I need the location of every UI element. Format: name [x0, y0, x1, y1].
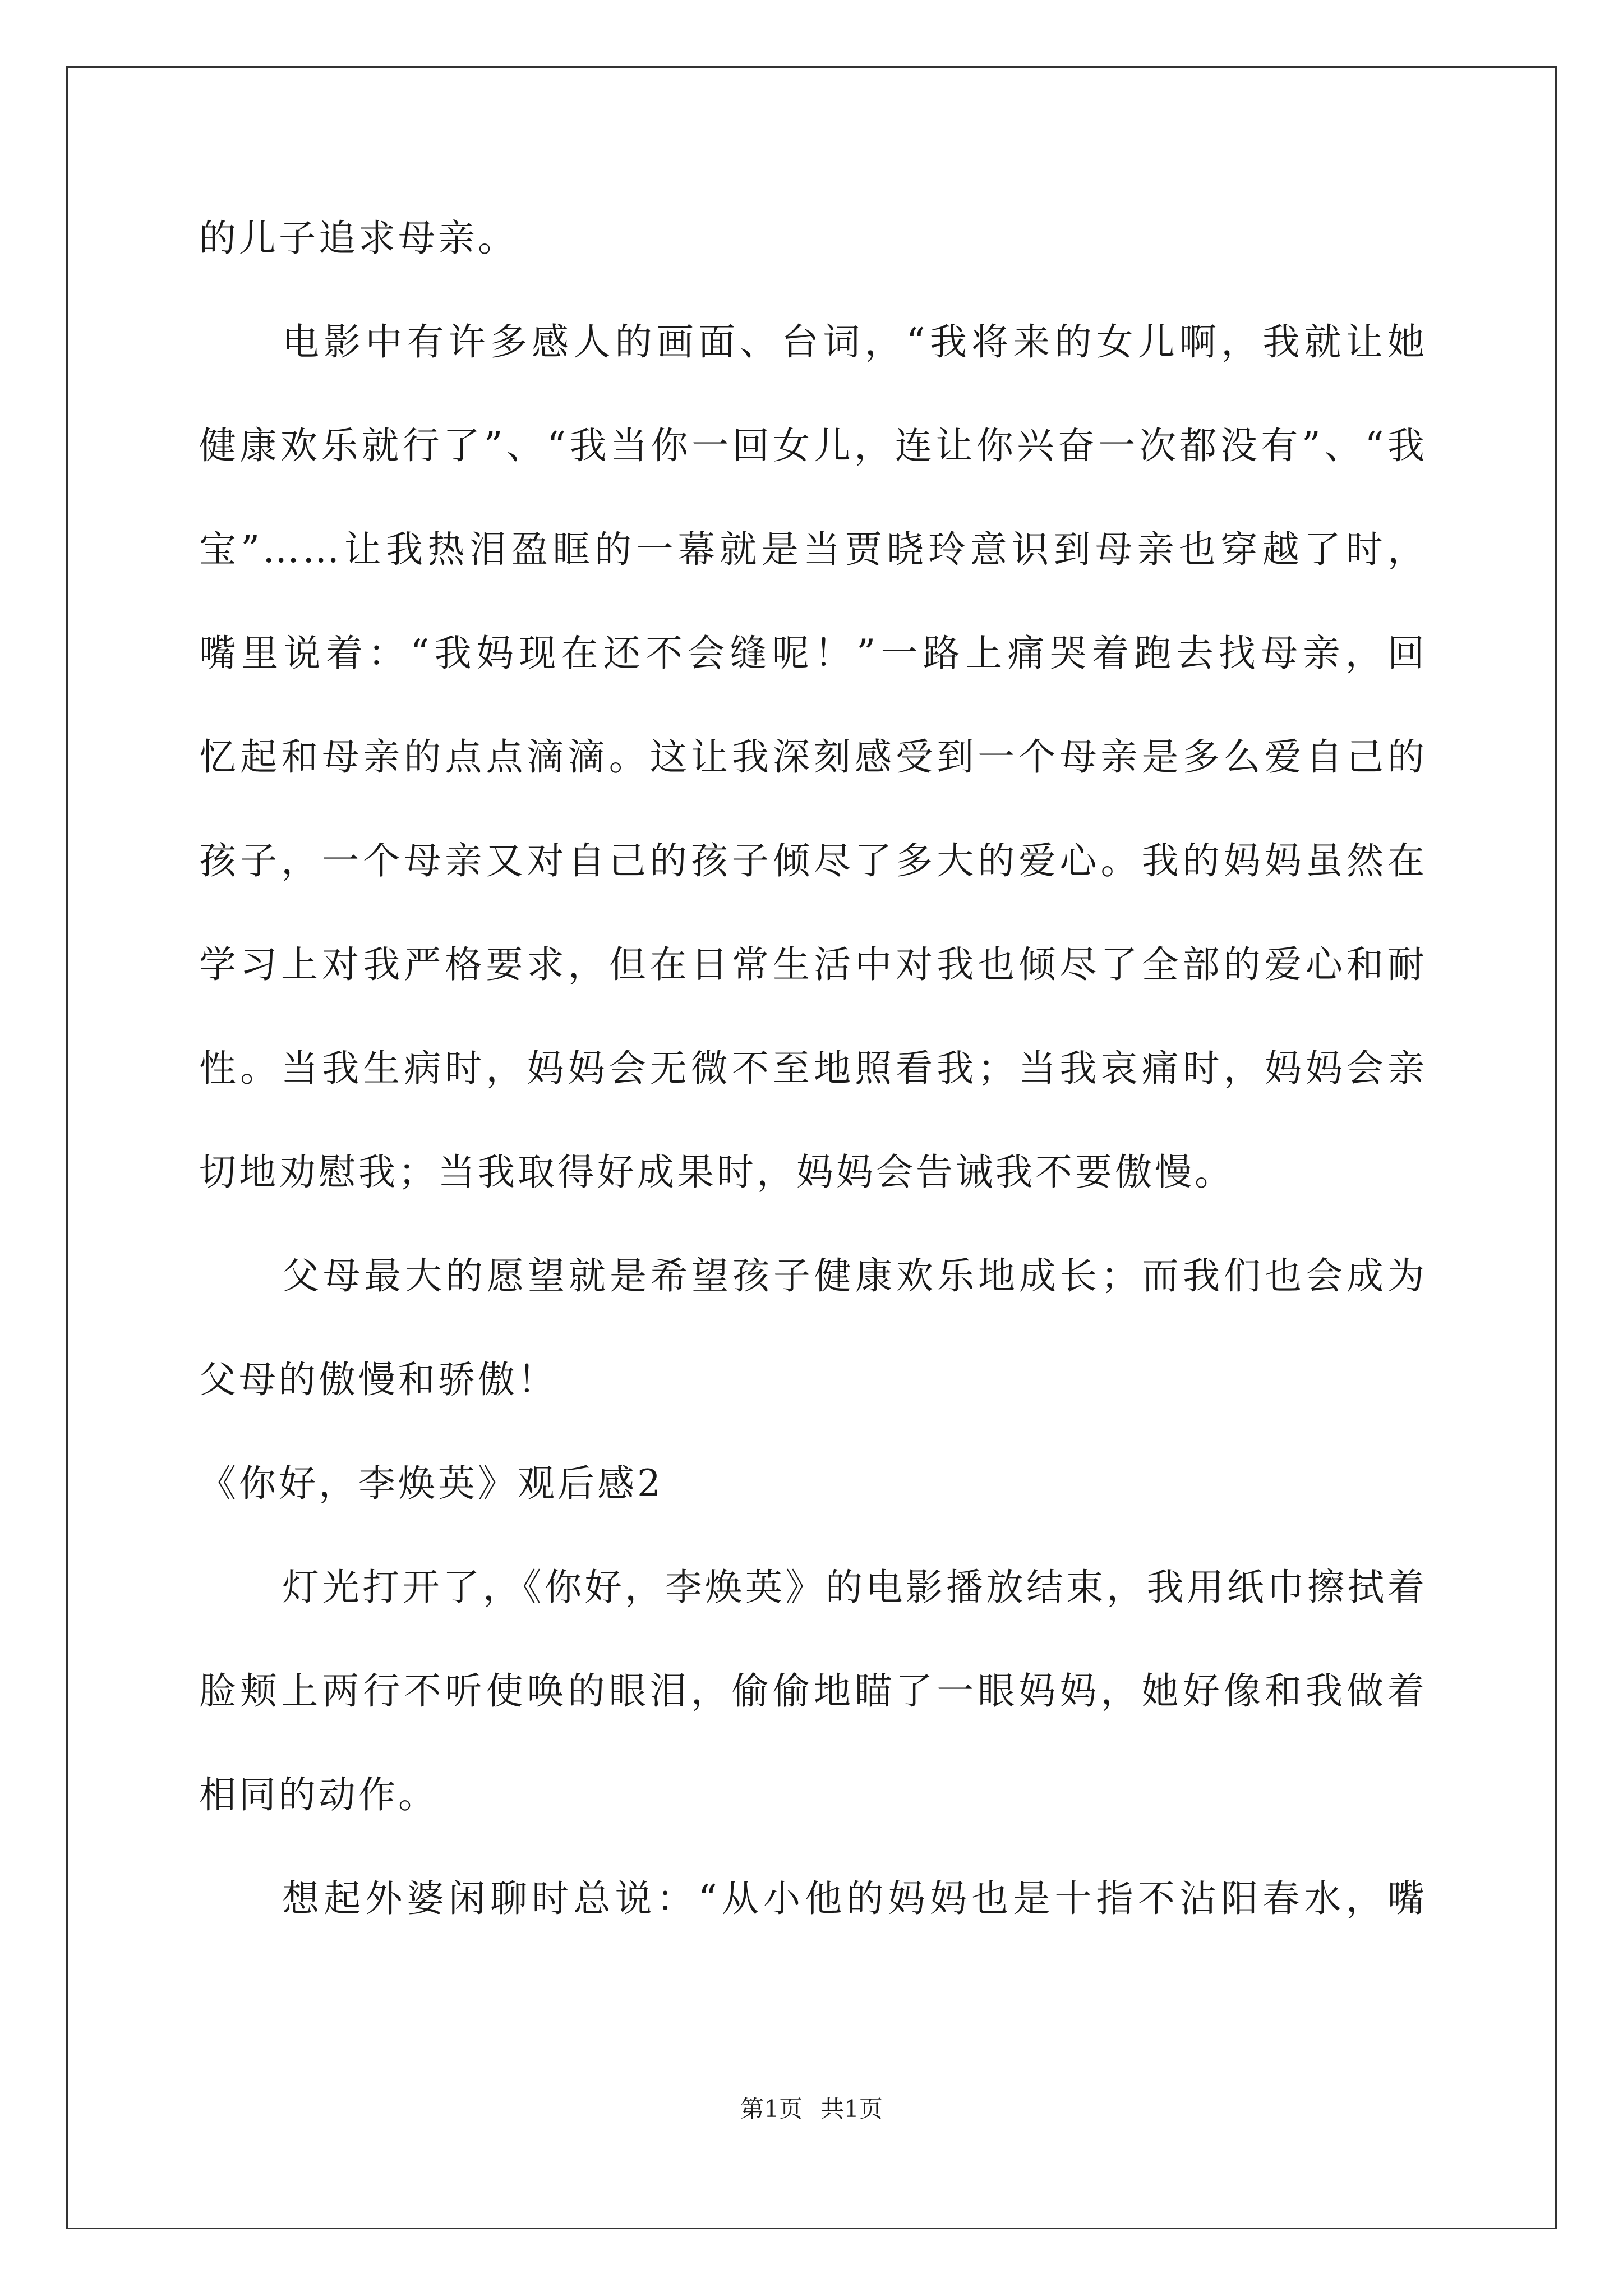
text-line: 宝”……让我热泪盈眶的一幕就是当贾晓玲意识到母亲也穿越了时， — [199, 528, 1427, 571]
text-line: 学习上对我严格要求，但在日常生活中对我也倾尽了全部的爱心和耐 — [199, 943, 1427, 986]
text-line: 父母的傲慢和骄傲！ — [199, 1358, 557, 1401]
text-line: 父母最大的愿望就是希望孩子健康欢乐地成长；而我们也会成为 — [282, 1254, 1427, 1297]
section-heading: 《你好，李焕英》观后感2 — [199, 1462, 663, 1505]
text-line: 忆起和母亲的点点滴滴。这让我深刻感受到一个母亲是多么爱自己的 — [199, 735, 1427, 779]
page-footer — [0, 2092, 1623, 2126]
text-line: 嘴里说着：“我妈现在还不会缝呢！”一路上痛哭着跑去找母亲，回 — [199, 632, 1427, 675]
text-line: 脸颊上两行不听使唤的眼泪，偷偷地瞄了一眼妈妈，她好像和我做着 — [199, 1669, 1427, 1713]
page-number: 第1页 — [740, 2095, 803, 2123]
text-line: 电影中有许多感人的画面、台词，“我将来的女儿啊，我就让她 — [282, 320, 1427, 364]
text-line: 灯光打开了，《你好，李焕英》的电影播放结束，我用纸巾擦拭着 — [282, 1566, 1427, 1609]
text-line: 相同的动作。 — [199, 1773, 438, 1816]
page-total: 共1页 — [820, 2095, 883, 2123]
text-line: 健康欢乐就行了”、“我当你一回女儿，连让你兴奋一次都没有”、“我 — [199, 424, 1427, 467]
text-line: 的儿子追求母亲。 — [199, 217, 518, 260]
text-line: 切地劝慰我；当我取得好成果时，妈妈会告诫我不要傲慢。 — [199, 1151, 1234, 1194]
text-line: 性。当我生病时，妈妈会无微不至地照看我；当我哀痛时，妈妈会亲 — [199, 1047, 1427, 1090]
text-line: 想起外婆闲聊时总说：“从小他的妈妈也是十指不沾阳春水，嘴 — [282, 1877, 1427, 1920]
document-body — [199, 210, 1427, 1975]
text-line: 孩子，一个母亲又对自己的孩子倾尽了多大的爱心。我的妈妈虽然在 — [199, 839, 1427, 882]
